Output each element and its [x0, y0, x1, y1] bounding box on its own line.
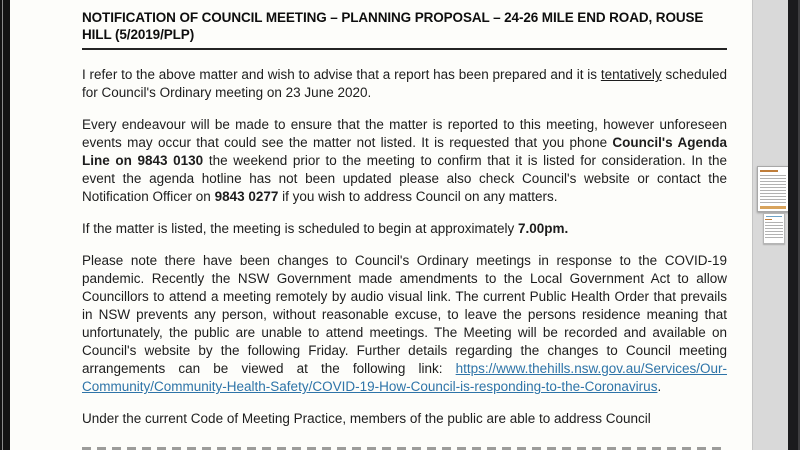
- document-page: [10, 0, 752, 450]
- left-edge-highlight: [2, 0, 3, 450]
- paragraph-1-text-end: scheduled for Council's Ordinary meeting on 23 June 2020.: [82, 67, 727, 100]
- covid-info-link[interactable]: https://www.thehills.nsw.gov.au/Services/Our-Community/Community-Health-Safety/COVID-19-How-Council-is-responding-to-the-Coronavirus: [82, 361, 727, 394]
- paragraph-4: [82, 252, 727, 396]
- paragraph-4-text: Please note there have been changes to Council's Ordinary meetings in response to the COVID-19 pandemic. Recently the NSW Government made amendments to the Local Government Act to allow Councillors to attend a meeting remotely by audio visual link. The current Public Health Order that prevails in NSW prevents any person, without reasonable excuse, to leave the persons residence meaning that unfortunately, the public are unable to attend meetings. The Meeting will be recorded and available on Council's website by the following Friday. Further details regarding the changes to Council meeting arrangements can be viewed at the following link:: [82, 253, 727, 376]
- paragraph-5: Under the current Code of Meeting Practice, members of the public are able to address Council: [82, 411, 651, 426]
- notification-officer-phone: 9843 0277: [214, 189, 279, 204]
- underlined-word-tentatively: tentatively: [600, 67, 662, 82]
- background-right-strip: [788, 0, 800, 450]
- agenda-line-phone: Council's Agenda Line on 9843 0130: [82, 135, 727, 168]
- thumbnail-text-lines: [760, 175, 786, 204]
- thumbnail-title-line: [760, 170, 778, 172]
- paragraph-3: [82, 220, 727, 238]
- paragraph-1: [82, 66, 727, 102]
- paragraph-2: [82, 116, 727, 206]
- thumbnail-link-line: [766, 216, 782, 217]
- paragraph-3-text: If the matter is listed, the meeting is scheduled to begin at approximately: [82, 221, 518, 236]
- thumbnail-highlight-band: [760, 206, 786, 209]
- paragraph-2-text-mid: the weekend prior to the meeting to confirm that it is listed for consideration. In the event the agenda hotline has not been updated please also check Council's website or contact the Notification Officer on: [82, 153, 728, 204]
- page-thumbnail-2[interactable]: [763, 213, 785, 244]
- paragraph-1-text: I refer to the above matter and wish to advise that a report has been prepared and it is: [82, 67, 601, 82]
- paragraph-2-text: Every endeavour will be made to ensure that the matter is reported to this meeting, however unforeseen events may occur that could see the matter not listed. It is requested that you phone: [82, 117, 727, 150]
- document-title: NOTIFICATION OF COUNCIL MEETING – PLANNING PROPOSAL – 24-26 MILE END ROAD, ROUSE HILL (5/2019/PLP): [82, 9, 727, 50]
- thumbnail-text-lines: [765, 222, 783, 240]
- meeting-time: 7.00pm.: [517, 221, 569, 236]
- paragraph-2-text-end: if you wish to address Council on any matters.: [278, 189, 558, 204]
- thumbnail-accent-line: [765, 219, 772, 220]
- window-left-edge: [0, 0, 10, 450]
- paragraph-4-period: .: [657, 379, 662, 394]
- page-thumbnail-panel: [752, 0, 788, 450]
- document-content: [10, 0, 752, 428]
- page-thumbnail-1[interactable]: [757, 166, 789, 212]
